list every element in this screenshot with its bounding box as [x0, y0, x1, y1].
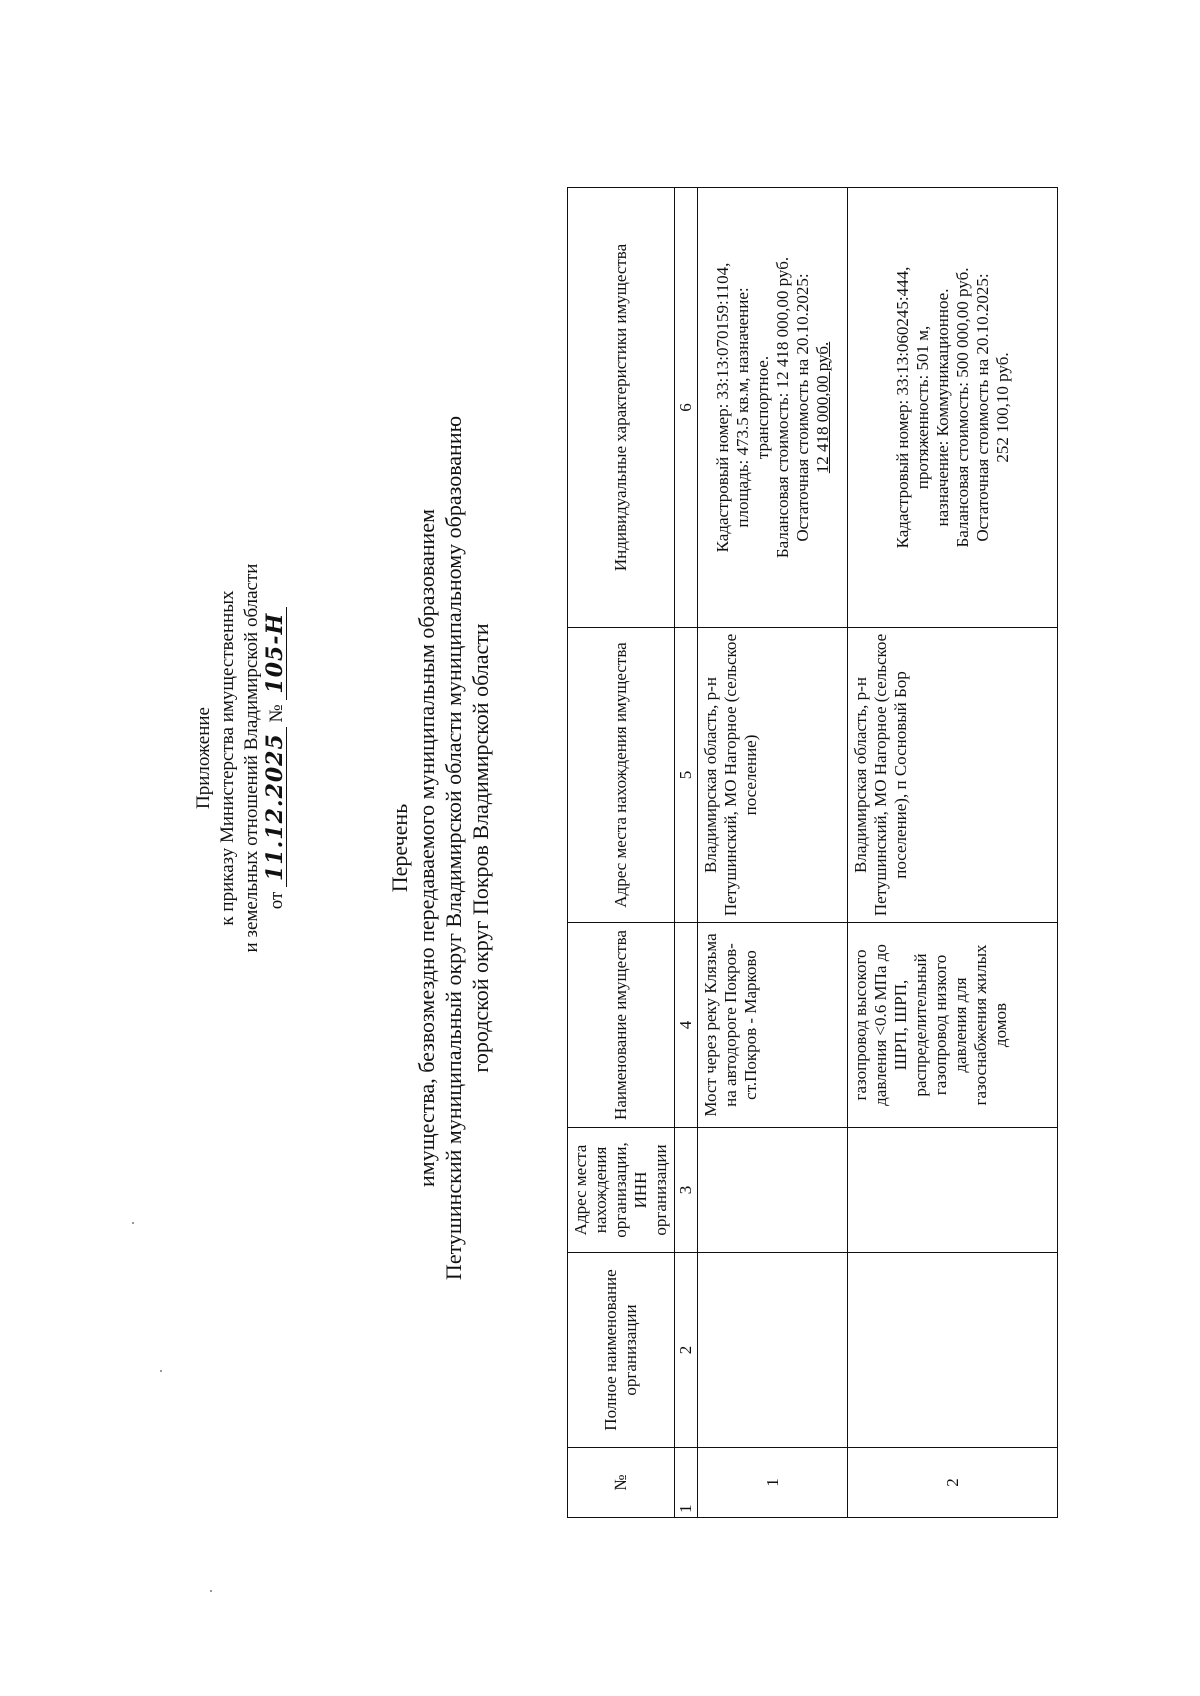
- column-number: 2: [675, 1253, 698, 1448]
- row-org-name: [698, 1253, 848, 1448]
- rotated-landscape-page: [40, 48, 1180, 1648]
- row-property-name: Мост через реку Клязьма на автодороге Покров-ст.Покров - Марково: [698, 923, 848, 1128]
- characteristic-line: Балансовая стоимость: 12 418 000,00 руб.: [772, 256, 792, 559]
- header-org-name: Полное наименование организации: [568, 1253, 675, 1448]
- order-prefix: от: [266, 891, 287, 910]
- row-property-address: Владимирская область, р-н Петушинский, МО Нагорное (сельское поселение), п Сосновый Бор: [848, 628, 1058, 923]
- document-title: [386, 198, 494, 1498]
- order-reference: [264, 518, 289, 998]
- title-line-1: Перечень: [387, 803, 412, 893]
- title-line-3: Петушинский муниципальный округ Владимирской области муниципальному образованию: [441, 415, 466, 1281]
- row-num: 1: [698, 1448, 848, 1518]
- characteristic-line: Остаточная стоимость на 20.10.2025:: [792, 273, 812, 542]
- characteristic-line: протяженность: 501 м,: [912, 325, 932, 490]
- appendix-header: [192, 518, 289, 998]
- header-characteristics: Индивидуальные характеристики имущества: [568, 188, 675, 628]
- order-number-handwritten: 105-Н: [264, 607, 287, 700]
- table-row: [698, 188, 848, 1518]
- characteristic-line: 252 100,10 руб.: [992, 352, 1012, 463]
- title-line-4: городской округ Покров Владимирской области: [468, 623, 493, 1073]
- characteristic-line: Остаточная стоимость на 20.10.2025:: [972, 273, 992, 542]
- row-characteristics: [698, 188, 848, 628]
- appendix-title: Приложение: [193, 707, 214, 809]
- row-characteristics: [848, 188, 1058, 628]
- order-number-label: №: [266, 704, 287, 723]
- column-number: 4: [675, 923, 698, 1128]
- table-row: [848, 188, 1058, 1518]
- order-date-handwritten: 11.12.2025: [264, 727, 287, 887]
- property-table: [567, 187, 1058, 1518]
- appendix-line-3: и земельных отношений Владимирской области: [241, 563, 262, 953]
- characteristic-line: площадь: 473.5 кв.м, назначение:: [732, 287, 752, 528]
- column-number-row: [675, 188, 698, 1518]
- characteristic-line: 12 418 000,00 руб.: [812, 341, 832, 474]
- row-property-address: Владимирская область, р-н Петушинский, МО Нагорное (сельское поселение): [698, 628, 848, 923]
- title-line-2: имущества, безвозмездно передаваемого муниципальным образованием: [414, 509, 439, 1187]
- characteristic-line: Кадастровый номер: 33:13:060245:444,: [892, 266, 912, 549]
- column-number: 1: [675, 1448, 698, 1518]
- row-property-name: газопровод высокого давления <0.6 МПа до ШРП, ШРП, распределительный газопровод низкого давления для газоснабжения жилых домов: [848, 923, 1058, 1128]
- appendix-line-2: к приказу Министерства имущественных: [217, 590, 238, 926]
- column-number: 3: [675, 1128, 698, 1253]
- header-num: №: [568, 1448, 675, 1518]
- column-number: 5: [675, 628, 698, 923]
- table-header-row: [568, 188, 675, 1518]
- header-property-name: Наименование имущества: [568, 923, 675, 1128]
- row-num: 2: [848, 1448, 1058, 1518]
- characteristic-line: Кадастровый номер: 33:13:070159:1104,: [712, 262, 732, 553]
- column-number: 6: [675, 188, 698, 628]
- row-org-address: [698, 1128, 848, 1253]
- row-org-address: [848, 1128, 1058, 1253]
- header-org-address: Адрес места нахождения организации, ИНН организации: [568, 1128, 675, 1253]
- header-property-address: Адрес места нахождения имущества: [568, 628, 675, 923]
- characteristic-line: Балансовая стоимость: 500 000,00 руб.: [952, 267, 972, 548]
- characteristic-line: транспортное.: [752, 355, 772, 460]
- characteristic-line: назначение: Коммуникационное.: [932, 288, 952, 527]
- row-org-name: [848, 1253, 1058, 1448]
